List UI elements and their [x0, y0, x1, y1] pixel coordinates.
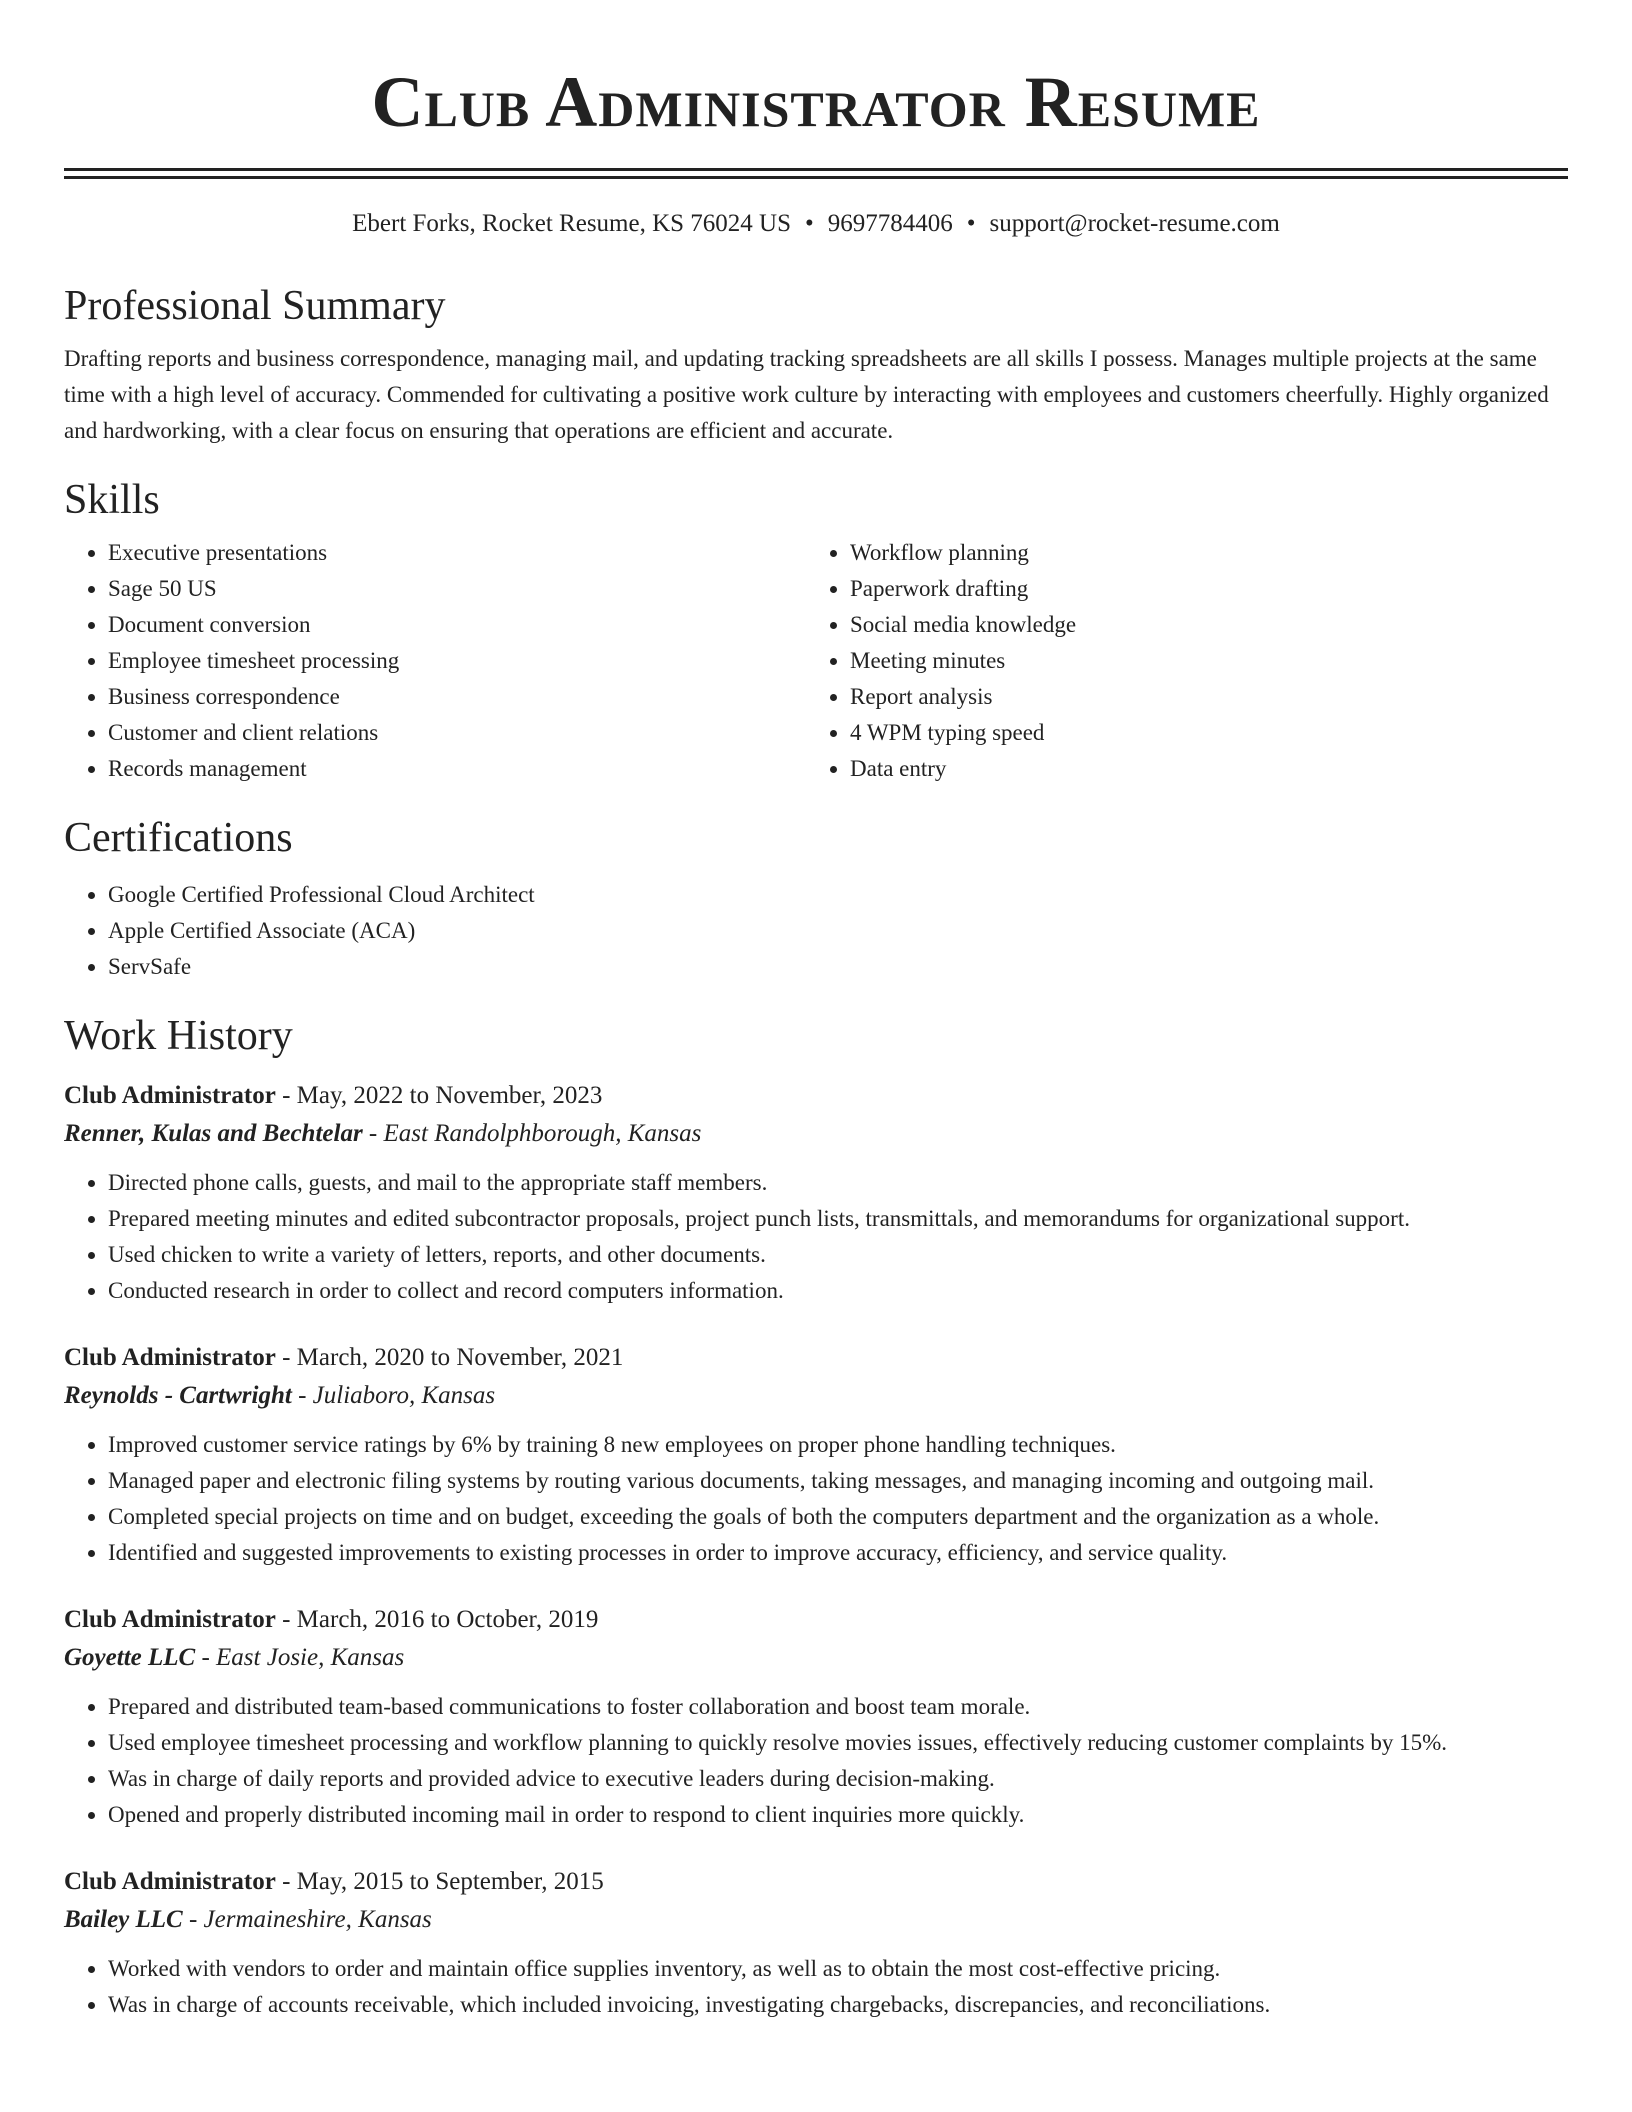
- skill-item: • Paperwork drafting: [850, 571, 1548, 607]
- resume-page: [64, 0, 1568, 2023]
- job-bullet: • Prepared and distributed team-based communications to foster collaboration and boost team morale.: [108, 1689, 1568, 1725]
- job-company: Renner, Kulas and Bechtelar: [64, 1120, 363, 1147]
- job-title-line: [64, 1601, 1568, 1639]
- job-bullet: • Used chicken to write a variety of letters, reports, and other documents.: [108, 1237, 1568, 1273]
- contact-separator: •: [805, 210, 814, 237]
- job-location: - East Josie, Kansas: [195, 1644, 405, 1671]
- job-entry: [64, 1863, 1568, 2023]
- skill-item: • Sage 50 US: [108, 571, 806, 607]
- summary-section: [64, 281, 1568, 449]
- skill-item: • Document conversion: [108, 607, 806, 643]
- job-title-line: [64, 1077, 1568, 1115]
- skill-item: • Records management: [108, 751, 806, 787]
- job-title: Club Administrator: [64, 1868, 276, 1895]
- job-location: - East Randolphborough, Kansas: [362, 1120, 702, 1147]
- skill-item: • Meeting minutes: [850, 643, 1548, 679]
- job-company-line: [64, 1377, 1568, 1415]
- job-location: - Juliaboro, Kansas: [291, 1382, 496, 1409]
- job-bullet: • Directed phone calls, guests, and mail to the appropriate staff members.: [108, 1165, 1568, 1201]
- work-history-section: [64, 1011, 1568, 2023]
- skill-item: • Customer and client relations: [108, 715, 806, 751]
- job-entry: [64, 1601, 1568, 1833]
- job-dates: - May, 2022 to November, 2023: [275, 1082, 603, 1109]
- contact-address: Ebert Forks, Rocket Resume, KS 76024 US: [352, 210, 792, 237]
- job-title: Club Administrator: [64, 1344, 276, 1371]
- contact-line: [64, 207, 1568, 241]
- certification-item: • ServSafe: [108, 949, 1568, 985]
- skills-heading: Skills: [64, 477, 160, 523]
- skills-list-left: [64, 535, 806, 787]
- certifications-section: [64, 813, 1568, 985]
- job-bullets: [64, 1427, 1568, 1571]
- job-location: - Jermaineshire, Kansas: [182, 1906, 432, 1933]
- contact-phone: 9697784406: [827, 210, 953, 237]
- job-bullet: • Opened and properly distributed incoming mail in order to respond to client inquiries more quickly.: [108, 1797, 1568, 1833]
- job-bullet: • Worked with vendors to order and maintain office supplies inventory, as well as to obtain the most cost-effective pricing.: [108, 1951, 1568, 1987]
- skill-item: • Executive presentations: [108, 535, 806, 571]
- job-company: Reynolds - Cartwright: [64, 1382, 292, 1409]
- job-bullet: • Was in charge of daily reports and provided advice to executive leaders during decision-making.: [108, 1761, 1568, 1797]
- certifications-list: [64, 877, 1568, 985]
- skill-item: • Business correspondence: [108, 679, 806, 715]
- job-title-line: [64, 1339, 1568, 1377]
- job-bullets: [64, 1165, 1568, 1309]
- skill-item: • Social media knowledge: [850, 607, 1548, 643]
- job-bullet: • Conducted research in order to collect and record computers information.: [108, 1273, 1568, 1309]
- skill-item: • Data entry: [850, 751, 1548, 787]
- job-dates: - May, 2015 to September, 2015: [275, 1868, 604, 1895]
- job-bullet: • Used employee timesheet processing and workflow planning to quickly resolve movies issues, effectively reducing customer complaints by 15%.: [108, 1725, 1568, 1761]
- skill-item: • 4 WPM typing speed: [850, 715, 1548, 751]
- skill-item: • Report analysis: [850, 679, 1548, 715]
- job-entry: [64, 1339, 1568, 1571]
- skills-column-right: [806, 535, 1548, 787]
- summary-text: Drafting reports and business correspondence, managing mail, and updating tracking spreadsheets are all skills I possess. Manages multiple projects at the same time with a high level of accuracy. Commended for cultivating a positive work culture by interacting with employees and customers cheerfully. Highly organized and hardworking, with a clear focus on ensuring that operations are efficient and accurate.: [64, 346, 1549, 443]
- contact-email: support@rocket-resume.com: [989, 210, 1280, 237]
- job-dates: - March, 2016 to October, 2019: [275, 1606, 599, 1633]
- title-double-rule: [64, 168, 1568, 179]
- job-dates: - March, 2020 to November, 2021: [275, 1344, 624, 1371]
- job-bullets: [64, 1951, 1568, 2023]
- job-company: Goyette LLC: [64, 1644, 196, 1671]
- skills-section: [64, 475, 1568, 787]
- job-company-line: [64, 1639, 1568, 1677]
- summary-heading: Professional Summary: [64, 283, 446, 329]
- job-bullet: • Identified and suggested improvements to existing processes in order to improve accuracy, efficiency, and service quality.: [108, 1535, 1568, 1571]
- work-history-heading: Work History: [64, 1013, 293, 1059]
- job-company: Bailey LLC: [64, 1906, 183, 1933]
- job-bullet: • Improved customer service ratings by 6% by training 8 new employees on proper phone handling techniques.: [108, 1427, 1568, 1463]
- skills-columns: [64, 535, 1568, 787]
- certification-item: • Google Certified Professional Cloud Architect: [108, 877, 1568, 913]
- job-title-line: [64, 1863, 1568, 1901]
- job-company-line: [64, 1115, 1568, 1153]
- skills-column-left: [64, 535, 806, 787]
- job-bullet: • Completed special projects on time and on budget, exceeding the goals of both the computers department and the organization as a whole.: [108, 1499, 1568, 1535]
- skill-item: • Employee timesheet processing: [108, 643, 806, 679]
- job-title: Club Administrator: [64, 1082, 276, 1109]
- job-bullet: • Managed paper and electronic filing systems by routing various documents, taking messages, and managing incoming and outgoing mail.: [108, 1463, 1568, 1499]
- job-bullets: [64, 1689, 1568, 1833]
- skill-item: • Workflow planning: [850, 535, 1548, 571]
- contact-separator: •: [966, 210, 976, 237]
- job-bullet: • Prepared meeting minutes and edited subcontractor proposals, project punch lists, transmittals, and memorandums for organizational support.: [108, 1201, 1568, 1237]
- certification-item: • Apple Certified Associate (ACA): [108, 913, 1568, 949]
- resume-title: Club Administrator Resume: [371, 62, 1261, 142]
- skills-list-right: [806, 535, 1548, 787]
- certifications-heading: Certifications: [64, 815, 293, 861]
- job-title: Club Administrator: [64, 1606, 276, 1633]
- job-entry: [64, 1077, 1568, 1309]
- job-company-line: [64, 1901, 1568, 1939]
- job-bullet: • Was in charge of accounts receivable, which included invoicing, investigating chargebacks, discrepancies, and reconciliations.: [108, 1987, 1568, 2023]
